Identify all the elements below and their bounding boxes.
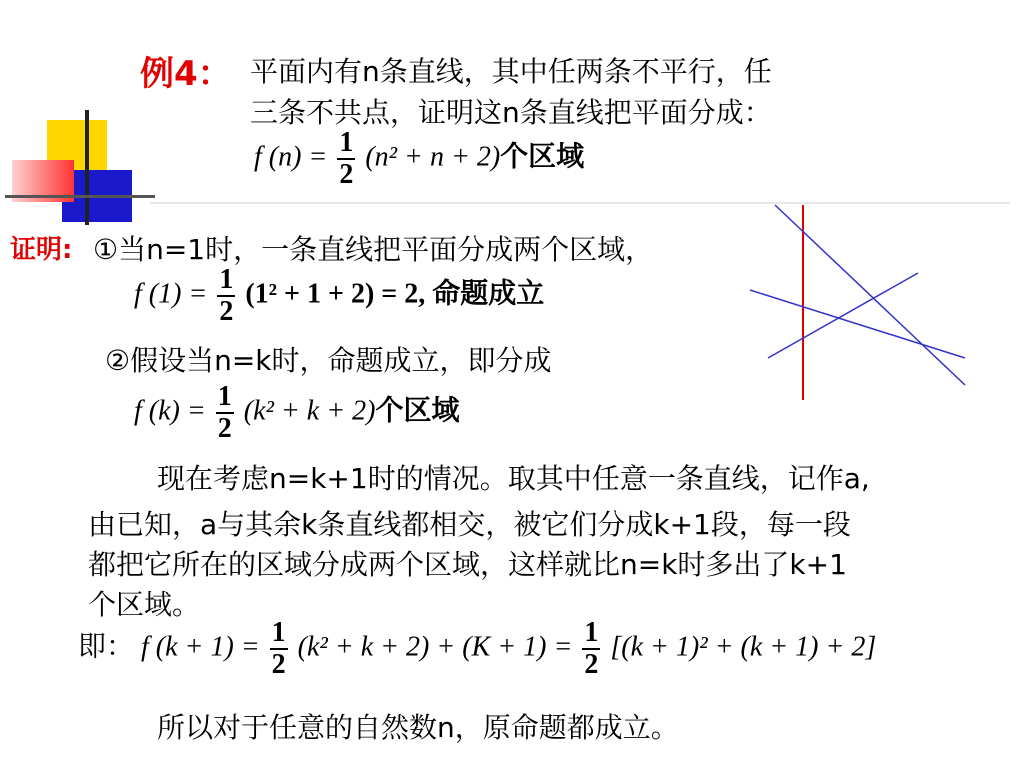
formula-3 [78,618,876,680]
fraction-denominator: 2 [271,649,286,680]
deco-horizontal-line [5,195,155,198]
problem-line-1: 平面内有n条直线，其中任两条不平行，任 [250,55,772,88]
paragraph-line-2: 由已知，a与其余k条直线都相交，被它们分成k+1段，每一段 [88,508,851,541]
fraction [270,618,288,680]
proof-step-1: ①当n=1时，一条直线把平面分成两个区域， [93,233,654,266]
fraction [337,128,355,190]
fraction-numerator: 1 [271,617,286,648]
formula-tail: 个区域 [500,139,585,173]
formula-rhs: (n² + n + 2) [365,141,501,173]
diagram-blue-line-3 [768,273,918,358]
fraction [217,265,235,327]
main-formula [254,128,584,190]
fraction-numerator: 1 [217,381,232,412]
formula-tail: 命题成立 [432,276,545,310]
paragraph-line-1: 现在考虑n=k+1时的情况。取其中任意一条直线，记作a, [157,462,870,495]
paragraph-line-4: 个区域。 [88,588,201,621]
fraction-numerator: 1 [584,617,599,648]
formula-lhs: f (n) = [254,141,328,173]
deco-vertical-line [85,110,89,225]
fraction-numerator: 1 [339,127,354,158]
diagram-blue-line-2 [750,290,965,358]
decorative-corner-graphic [0,100,160,230]
problem-line-2: 三条不共点，证明这n条直线把平面分成： [250,96,772,129]
formula-lhs: f (k) = [134,395,206,427]
formula-tail: 个区域 [375,393,460,427]
proof-label: 证明: [10,235,73,265]
paragraph-line-3: 都把它所在的区域分成两个区域，这样就比n=k时多出了k+1 [88,548,847,581]
fraction-denominator: 2 [217,413,232,444]
conclusion: 所以对于任意的自然数n，原命题都成立。 [157,711,679,744]
example-label: 例4： [140,54,232,94]
formula-2 [134,382,459,444]
fraction-denominator: 2 [339,159,354,190]
formula-mid: (k² + k + 2) + (K + 1) = [297,631,573,663]
formula-lhs: f (k + 1) = [141,631,260,663]
fraction [216,382,234,444]
formula-rhs: (1² + 1 + 2) = 2, [245,278,426,310]
formula-rhs: [(k + 1)² + (k + 1) + 2] [610,631,877,663]
fraction-denominator: 2 [219,296,234,327]
proof-step-2: ②假设当n=k时，命题成立，即分成 [105,344,552,377]
fraction-numerator: 1 [219,264,234,295]
formula-rhs: (k² + k + 2) [243,395,376,427]
line-diagram [740,200,980,400]
formula-label: 即： [78,629,135,663]
fraction [582,618,600,680]
formula-lhs: f (1) = [134,278,208,310]
formula-1 [134,265,544,327]
fraction-denominator: 2 [584,649,599,680]
